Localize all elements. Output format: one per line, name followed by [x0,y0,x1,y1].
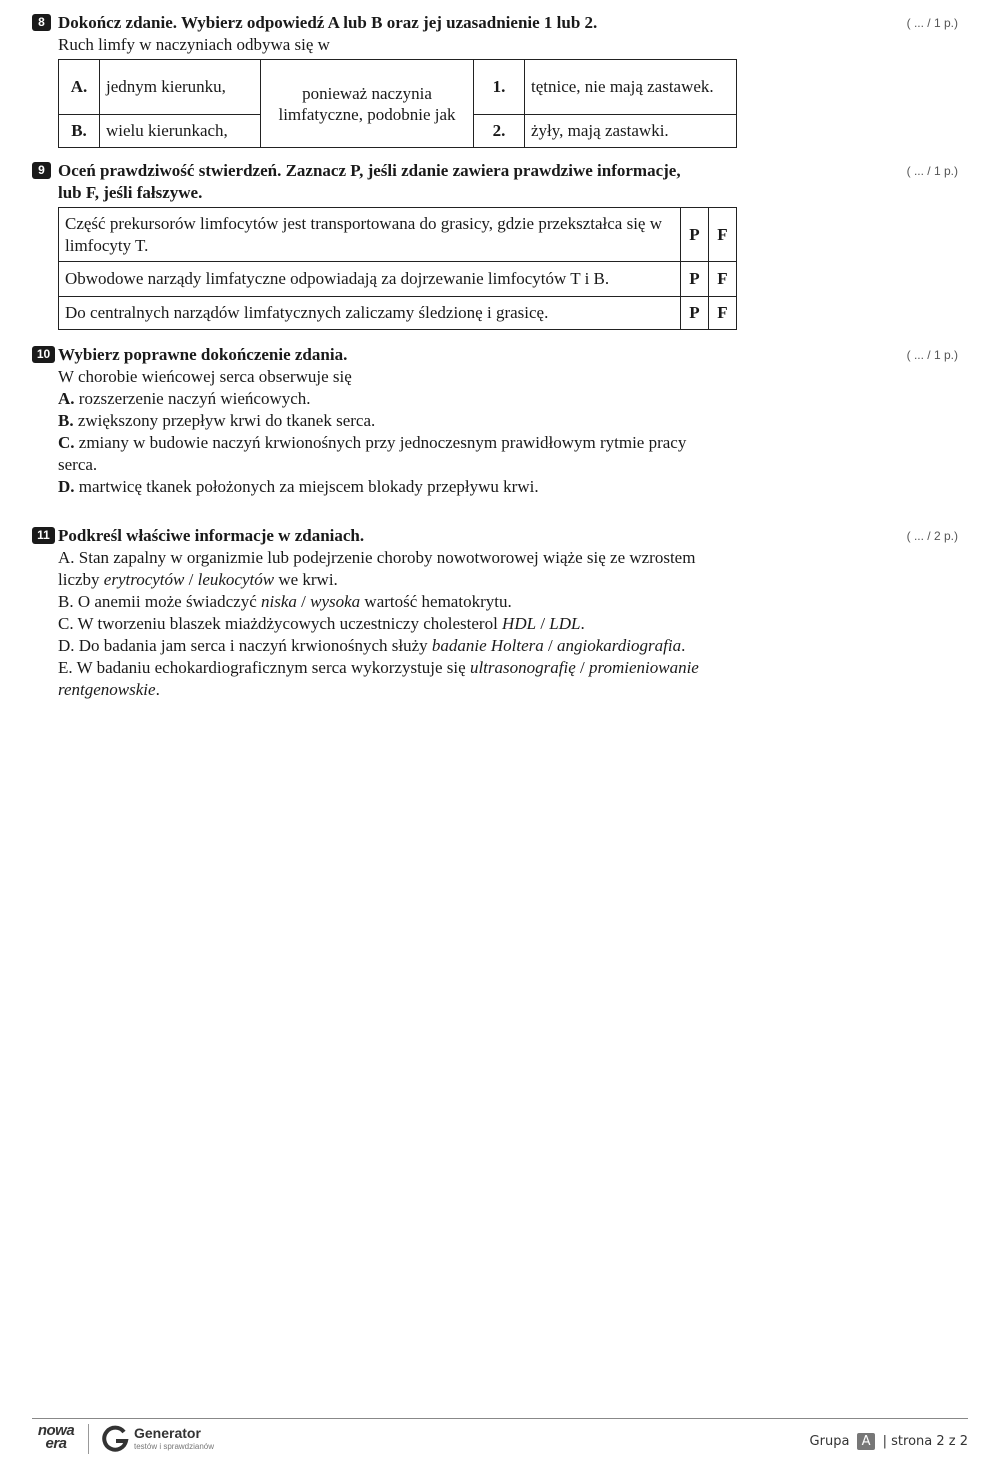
choice-wysoka[interactable]: wysoka [310,592,361,611]
f-checkbox-3[interactable]: F [709,297,737,330]
option-a-text[interactable]: jednym kierunku, [100,60,261,115]
option-2-label[interactable]: 2. [474,115,525,148]
choice-hdl[interactable]: HDL [502,614,537,633]
points-field: ( ... / 1 p.) [906,16,958,30]
option-1-text[interactable]: tętnice, nie mają zastawek. [525,60,737,115]
option-2-text[interactable]: żyły, mają zastawki. [525,115,737,148]
choice-holter[interactable]: badanie Holtera [431,636,544,655]
statement-1: Część prekursorów limfocytów jest transportowana do grasicy, gdzie przekształca się w limfocyty T. [59,208,681,262]
option-a[interactable]: A. rozszerzenie naczyń wieńcowych. [58,389,311,408]
footer-divider [32,1418,968,1419]
choice-erytrocytow[interactable]: erytrocytów [103,570,185,589]
sentence-c: C. W tworzeniu blaszek miażdżycowych uczestniczy cholesterol HDL / LDL. [58,614,585,633]
task-stem: Ruch limfy w naczyniach odbywa się w [58,35,330,54]
option-b-label[interactable]: B. [59,115,100,148]
task-11 [32,525,962,701]
sentence-b: B. O anemii może świadczyć niska / wysoka wartość hematokrytu. [58,592,512,611]
option-d[interactable]: D. martwicę tkanek położonych za miejscem blokady przepływu krwi. [58,477,539,496]
task-command: Dokończ zdanie. Wybierz odpowiedź A lub B oraz jej uzasadnienie 1 lub 2. [58,13,598,32]
generator-subtitle: testów i sprawdzianów [134,1442,215,1451]
sentence-d: D. Do badania jam serca i naczyń krwionośnych służy badanie Holtera / angiokardiografia. [58,636,686,655]
option-1-label[interactable]: 1. [474,60,525,115]
task-stem: W chorobie wieńcowej serca obserwuje się [58,367,352,386]
choice-angiokardiografia[interactable]: angiokardiografia [557,636,682,655]
p-checkbox-1[interactable]: P [681,208,709,262]
task-command: Podkreśl właściwe informacje w zdaniach. [58,526,365,545]
task-9 [32,160,962,330]
choice-ldl[interactable]: LDL [549,614,581,633]
option-a-label[interactable]: A. [59,60,100,115]
true-false-table [58,207,737,330]
choice-ultrasonografia[interactable]: ultrasonografię [469,658,576,677]
task-number: 11 [32,527,55,544]
choice-niska[interactable]: niska [261,592,297,611]
choice-rentgen[interactable]: promieniowanie rentgenowskie [58,658,699,699]
option-b[interactable]: B. zwiększony przepływ krwi do tkanek serca. [58,411,376,430]
grupa-label: Grupa [809,1434,850,1449]
sentence-a: A. Stan zapalny w organizmie lub podejrzenie choroby nowotworowej wiąże się ze wzrostem liczby erytrocytów / leukocytów we krwi. [58,548,696,589]
task-number: 9 [32,162,51,179]
option-c[interactable]: C. zmiany w budowie naczyń krwionośnych przy jednoczesnym prawidłowym rytmie pracy serca. [58,433,687,474]
task-number: 10 [32,346,55,363]
task-10 [32,344,962,498]
f-checkbox-1[interactable]: F [709,208,737,262]
task-8 [32,12,962,148]
p-checkbox-3[interactable]: P [681,297,709,330]
statement-2: Obwodowe narządy limfatyczne odpowiadają za dojrzewanie limfocytów T i B. [59,262,681,297]
choice-leukocytow[interactable]: leukocytów [197,570,275,589]
option-b-text[interactable]: wielu kierunkach, [100,115,261,148]
middle-connector: ponieważ naczynia limfatyczne, podobnie jak [261,60,474,148]
page-number: | strona 2 z 2 [882,1434,968,1449]
task-command: Oceń prawdziwość stwierdzeń. Zaznacz P, jeśli zdanie zawiera prawdziwe informacje, lub F, jeśli fałszywe. [58,161,681,202]
sentence-e: E. W badaniu echokardiograficznym serca wykorzystuje się ultrasonografię / promieniowanie rentgenowskie. [58,658,699,699]
points-field: ( ... / 1 p.) [906,164,958,178]
p-checkbox-2[interactable]: P [681,262,709,297]
page-info [810,1431,968,1453]
task-number: 8 [32,14,51,31]
points-field: ( ... / 2 p.) [906,529,958,543]
f-checkbox-2[interactable]: F [709,262,737,297]
statement-3: Do centralnych narządów limfatycznych zaliczamy śledzionę i grasicę. [59,297,681,330]
logo-separator [88,1424,89,1454]
generator-title: Generator [134,1425,201,1441]
grupa-badge: A [857,1433,876,1450]
nowa-era-logo: nowa era [37,1422,75,1452]
points-field: ( ... / 1 p.) [906,348,958,362]
task-command: Wybierz poprawne dokończenie zdania. [58,345,348,364]
generator-g-icon [100,1424,130,1454]
answer-table [58,59,737,148]
